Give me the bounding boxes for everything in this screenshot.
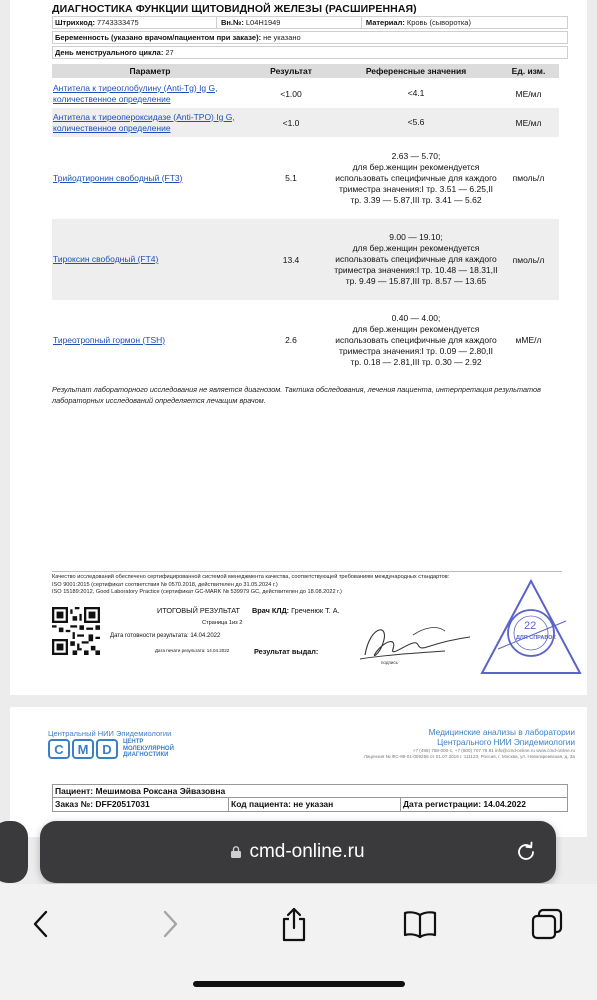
table-row [52,137,559,219]
cycle-value: 27 [165,48,174,57]
column-header: Референсные значения [365,66,467,76]
pregnancy-value: не указано [263,33,301,42]
lock-icon [231,846,241,858]
tabs-icon [530,907,564,941]
reference-value: 0.40 — 4.00; для бер.женщин рекомендуется использовать специфичные для каждого триместра значения:I тр. 0.09 — 2.80,II тр. 0.18 — 2.81,III тр. 0.30 — 2.92 [335,312,497,367]
patient-code: Код пациента: не указан [229,798,401,811]
disclaimer-note: Результат лабораторного исследования не является диагнозом. Тактика обследования, лечения пациента, интерпретация результатов лабораторных исследований определяется лечащим врачом. [52,385,541,405]
reference-value: 9.00 — 19.10; для бер.женщин рекомендуется использовать специфичные для каждого триместра значения:I тр. 10.48 — 18.31,II тр. 9.49 — 15.87,III тр. 8.57 — 13.65 [334,232,498,286]
barcode-value: 7743333475 [96,18,139,27]
lab-contacts: +7 (495) 788-000-1, +7 (800) 707 78 81 info@cmd-online.ru www.cmd-online.ru Лицензия № ФС-99-01-009256 от 01.07.2016 г. 111123, Россия, г. Москва, ул. Новогиреевская, д. 3а [363,748,575,759]
column-header: Параметр [129,66,171,76]
result-value: <1.0 [282,117,300,128]
result-value: <1.00 [280,88,302,99]
institute-name: Центральный НИИ Эпидемиологии [48,729,172,738]
logo-letter-d: D [96,739,118,759]
print-date: Дата печати результата: 14.04.2022 [155,648,230,653]
bookmarks-icon [402,909,438,939]
parameter-link[interactable]: Трийодтиронин свободный (FT3) [53,172,183,183]
svg-text:подпись: подпись [381,660,399,665]
issued-label: Результат выдал: [254,647,319,656]
qr-code-icon [52,607,100,655]
column-header: Ед. изм. [511,66,546,76]
back-icon [30,909,52,939]
parameter-link[interactable]: Тироксин свободный (FT4) [53,254,159,264]
parameter-link[interactable]: Тиреотропный гормон (TSH) [53,334,166,345]
table-row [52,108,559,137]
barcode-row: Штрихкод: 7743333475 Вн.№: L04H1949 Материал: Кровь (сыворотка) [52,16,568,29]
forward-icon [159,909,181,939]
doctor-line: Врач КЛД: Греченюк Т. А. [252,606,340,615]
reload-icon[interactable] [514,840,538,864]
home-indicator [193,981,405,987]
tabs-button[interactable] [527,904,567,944]
order-number: Заказ №: DFF20517031 [53,798,229,811]
url-text: cmd-online.ru [249,841,365,862]
ready-date: Дата готовности результата: 14.04.2022 [110,633,221,639]
laboratory-stamp-icon [478,577,584,683]
page-info: Страница 1из 2 [202,620,243,626]
table-row [52,219,559,300]
unit-value: МЕ/мл [515,88,542,99]
table-row [52,79,559,108]
final-result-label: ИТОГОВЫЙ РЕЗУЛЬТАТ [157,606,240,615]
logo-subtitle: ЦЕНТР МОЛЕКУЛЯРНОЙ ДИАГНОСТИКИ [123,739,174,759]
patient-name: Пациент: Мешимова Роксана Эйвазовна [52,784,568,798]
result-value: 5.1 [285,173,297,183]
report-page-1 [10,0,587,695]
report-page-2 [10,707,587,837]
forward-button[interactable] [150,904,190,944]
column-header: Результат [270,66,312,76]
pregnancy-row: Беременность (указано врачом/пациентом при заказе): не указано [52,31,568,44]
previous-tab-pill[interactable] [0,821,28,883]
logo-letter-m: M [72,739,94,759]
cmd-logo [48,739,174,759]
svg-text:ДЛЯ СПРАВОК: ДЛЯ СПРАВОК [516,635,556,641]
table-row [52,300,559,380]
result-value: 13.4 [282,254,300,265]
svg-text:22: 22 [524,620,537,632]
reference-value: 2.63 — 5.70; для бер.женщин рекомендуется использовать специфичные для каждого триместра значения:I тр. 3.51 — 6.25,II тр. 3.39 — 5.87,III тр. 3.41 — 5.62 [335,150,497,205]
parameter-link[interactable]: Антитела к тиреоглобулину (Anti-Tg) Ig G, количественное определение [53,82,218,104]
unit-value: МЕ/мл [515,117,542,128]
internal-number: L04H1949 [245,18,281,27]
registration-date: Дата регистрации: 14.04.2022 [403,799,526,809]
report-title: ДИАГНОСТИКА ФУНКЦИИ ЩИТОВИДНОЙ ЖЕЛЕЗЫ (РАСШИРЕННАЯ) [52,3,417,15]
certification-text: Качество исследований обеспечено сертифицированной системой менеджмента качества, соответствующей требованиям международных стандартов: ISO 9001:2015 (сертификат соответствия № 0570.2018, действителен до 31.05.2024 г.) ISO 15189:2012, Good Laboratory Practice (сертификат GC-MARK № 539979 GC, действителен до 18.08.2022 г.) [52,571,562,597]
parameter-link[interactable]: Антитела к тиреопероксидазе (Anti-TPO) Ig G, количественное определение [53,111,235,133]
cycle-row: День менструального цикла: 27 [52,46,568,59]
doctor-signature-icon [335,615,485,670]
result-value: 2.6 [285,335,297,345]
lab-heading: Медицинские анализы в лаборатории Центрального НИИ Эпидемиологии [428,727,575,747]
unit-value: пмоль/л [512,254,545,265]
share-button[interactable] [274,904,314,944]
back-button[interactable] [21,904,61,944]
bookmarks-button[interactable] [400,904,440,944]
reference-value: <4.1 [407,88,425,98]
doctor-name: Греченюк Т. А. [291,606,340,615]
reference-value: <5.6 [407,117,425,127]
logo-letter-c: C [48,739,70,759]
address-bar[interactable] [40,821,556,883]
material-value: Кровь (сыворотка) [406,18,471,27]
order-row [52,798,568,812]
unit-value: мМЕ/л [515,335,542,345]
share-icon [279,906,309,942]
table-header [52,64,559,78]
unit-value: пмоль/л [512,173,545,183]
